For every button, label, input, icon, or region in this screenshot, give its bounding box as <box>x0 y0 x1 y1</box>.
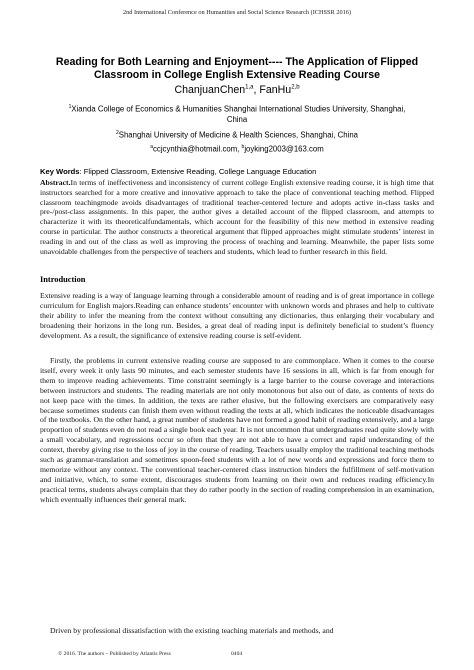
author-superscript: 2,b <box>291 84 300 91</box>
affiliation-superscript: 2 <box>115 130 119 136</box>
abstract <box>40 178 434 256</box>
email-link[interactable]: joyking2003@163.com <box>244 144 324 154</box>
paragraph: Firstly, the problems in current extensive reading course are supposed to are commonplace. When it comes to the course itself, every week it only lasts 90 minutes, and each semester students have 16 sessions in all, which is far from enough for them to improve reading achievements. Time constraint seemingly is a large barrier to the course coverage and interactions between instructors and students. The reading materials are not only monotonous but also out of date, as contents of texts do not keep pace with the times. In addition, the texts are rather elusive, but the following exercisers are comparatively easy because sometimes students can finish them even without reading the texts at all, which indicates the noticeable disadvantages of the textbooks. On the other hand, a great number of students have not formed a good habit of reading extensively, and a large proportion of students even do not read a single book each year. It is not uncommon that undergraduates read quite slowly with a small vocabulary, and regressions occur so often that they are not able to have a correct and rapid understanding of the context, thereby giving rise to the loss of joy in the course of reading. Teachers usually employ the traditional teaching methods such as grammar-translation and sometimes spoon-feed students with a lot of new words and expressions and force them to memorize without any context. The conventional teacher-centered class instruction hinders the fulfillment of self-motivation and initiative, which, to some extent, discourages students from learning on their own and reduces reading efficiency.In practical terms, students always complain that they do rather poorly in the section of reading comprehension in an examination, which eventually influences their general mark. <box>40 356 434 504</box>
affiliation-text: Xianda College of Economics & Humanities Shanghai International Studies University, Shanghai, China <box>71 104 406 124</box>
affiliation-text: Shanghai University of Medicine & Health Sciences, Shanghai, China <box>118 130 359 140</box>
email-line <box>60 142 414 155</box>
author-superscript: 1,a <box>245 84 254 91</box>
author-separator: , <box>253 84 260 96</box>
abstract-label: Abstract. <box>40 178 71 187</box>
paper-title: Reading for Both Learning and Enjoyment---- The Application of Flipped Classroom in College English Extensive Reading Course <box>55 56 419 81</box>
keywords <box>40 167 440 176</box>
conference-header: 2nd International Conference on Humanities and Social Science Research (ICHSSR 2016) <box>122 9 352 16</box>
affiliation-2 <box>60 128 414 141</box>
author-line <box>0 84 474 96</box>
author-name: ChanjuanChen <box>174 84 246 96</box>
page-number: 0404 <box>231 651 243 657</box>
paragraph: Extensive reading is a way of language learning through a considerable amount of reading and is of great importance in college curriculum for English majors.Reading can enhance students’ encounter with unknown words and phrases and help to cultivate their ability to infer the meaning from the context without consulting any dictionaries, thus enlarging their vocabulary and broadening their horizons in the long run. Besides, a great deal of reading input is definitely beneficial to student’s fluency development. As a result, the significance of extensive reading course is self-evident. <box>40 291 434 340</box>
author-name: FanHu <box>259 84 292 96</box>
email-link[interactable]: ccjcynthia@hotmail.com, <box>153 144 242 154</box>
email-superscript: b <box>241 144 245 150</box>
affiliation-superscript: 1 <box>68 104 72 110</box>
abstract-text: In terms of ineffectiveness and inconsistency of current college English extensive reading course, it is high time that instructors searched for a more creative and innovative approach to take the place of conventional teaching method. Flipped classroom teachingmode avoids disadvantages of traditional teacher-centered lecture and adopts active in-class tasks and pre-/post-class assignments. In this paper, the author gives a detailed account of the flipped classroom, and attempts to characterize it with its theoreticalfundamentals, which account for the feasibility of this new method in extensive reading course in particular. The author constructs a theoretical argument that flipped approaches might stimulate students’ interest in reading in and out of the class as well as improving the process of teaching and learning. Meanwhile, the paper lists some unavoidable challenges from the perspective of teachers and students, which lead to further research in this field. <box>40 178 434 256</box>
paragraph: Driven by professional dissatisfaction with the existing teaching materials and methods, and <box>50 626 334 635</box>
copyright-footer: © 2016. The authors – Published by Atlantis Press <box>58 651 171 657</box>
section-heading: Introduction <box>40 275 86 284</box>
affiliation-1 <box>60 102 414 125</box>
email-superscript: a <box>150 144 154 150</box>
keywords-label: Key Words <box>40 167 80 176</box>
keywords-text: : Flipped Classroom, Extensive Reading, College Language Education <box>79 167 317 176</box>
